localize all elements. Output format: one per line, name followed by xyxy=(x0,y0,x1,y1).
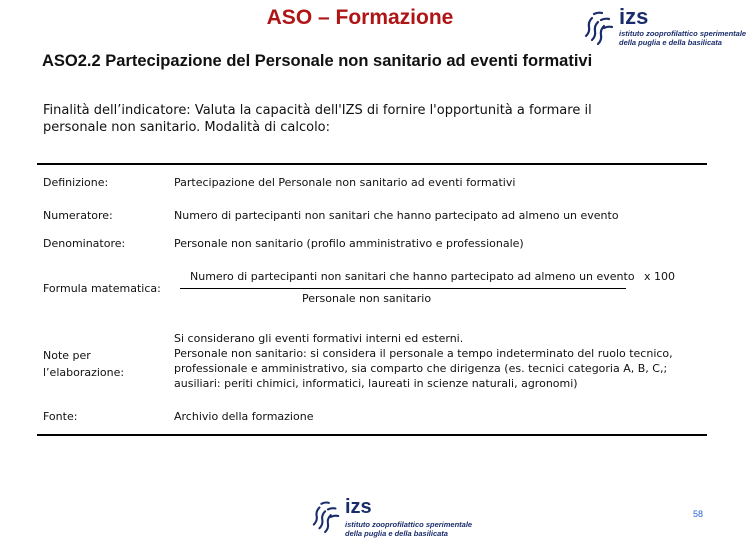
logo-line2: della puglia e della basilicata xyxy=(345,529,448,538)
logo-line1: istituto zooprofilattico sperimentale xyxy=(345,520,473,529)
definizione-value: Partecipazione del Personale non sanitario ad eventi formativi xyxy=(174,176,516,189)
numeratore-label: Numeratore: xyxy=(43,209,113,222)
intro-line-1: Finalità dell’indicatore: Valuta la capacità dell'IZS di fornire l'opportunità a formare il xyxy=(43,103,592,118)
indicator-table xyxy=(37,163,707,436)
note-label xyxy=(43,347,124,381)
izs-mark-icon xyxy=(311,496,343,536)
row-formula xyxy=(37,263,707,311)
intro-line-2: personale non sanitario. Modalità di calcolo: xyxy=(43,120,331,135)
slide-subtitle: ASO2.2 Partecipazione del Personale non sanitario ad eventi formativi xyxy=(42,52,593,70)
intro-paragraph xyxy=(43,102,683,136)
row-note xyxy=(37,331,707,393)
note-line1: Si considerano gli eventi formativi interni ed esterni. xyxy=(174,332,464,345)
note-line3: professionale e amministrativo, sia comparto che dirigenza (es. tecnici categoria A, B, C,; xyxy=(174,362,668,375)
logo-word: izs xyxy=(345,496,372,518)
formula-label: Formula matematica: xyxy=(43,282,161,295)
izs-logo-top xyxy=(583,2,746,50)
page-number: 58 xyxy=(692,509,703,519)
slide-title: ASO – Formazione xyxy=(266,6,454,29)
formula-denominator: Personale non sanitario xyxy=(302,292,432,305)
note-label-line2: l’elaborazione: xyxy=(43,366,125,379)
izs-mark-icon xyxy=(583,6,617,48)
logo-line2: della puglia e della basilicata xyxy=(619,38,722,47)
note-label-line1: Note per xyxy=(43,349,91,362)
definizione-label: Definizione: xyxy=(43,176,109,189)
denominatore-label: Denominatore: xyxy=(43,237,126,250)
logo-line1: istituto zooprofilattico sperimentale xyxy=(619,29,746,38)
numeratore-value: Numero di partecipanti non sanitari che hanno partecipato ad almeno un evento xyxy=(174,209,619,222)
formula-numerator: Numero di partecipanti non sanitari che hanno partecipato ad almeno un evento xyxy=(190,270,635,283)
note-line4: ausiliari: periti chimici, informatici, laureati in scienze naturali, agronomi) xyxy=(174,377,578,390)
note-text xyxy=(174,331,674,391)
izs-logo-bottom xyxy=(311,494,473,540)
logo-word: izs xyxy=(619,4,649,29)
formula-multiplier: x 100 xyxy=(644,270,676,283)
fonte-value: Archivio della formazione xyxy=(174,410,314,423)
note-line2: Personale non sanitario: si considera il personale a tempo indeterminato del ruolo tecnico, xyxy=(174,347,673,360)
denominatore-value: Personale non sanitario (profilo amministrativo e professionale) xyxy=(174,237,524,250)
fonte-label: Fonte: xyxy=(43,410,78,423)
fraction-line xyxy=(180,288,626,289)
